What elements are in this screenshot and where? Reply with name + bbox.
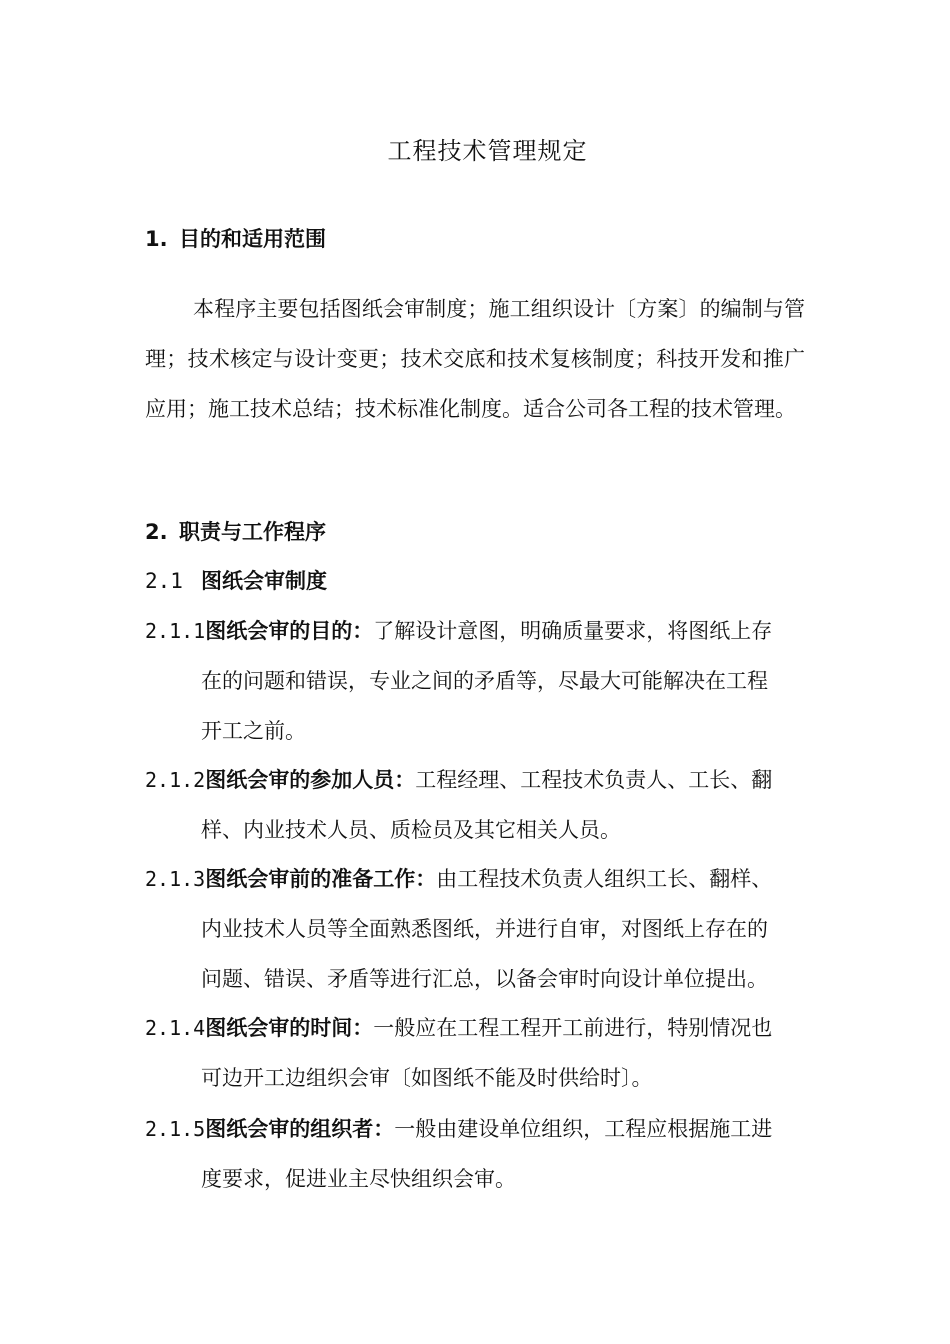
section-1-paragraph: 本程序主要包括图纸会审制度；施工组织设计〔方案〕的编制与管理；技术核定与设计变更；技术交底和技术复核制度；科技开发和推广应用；施工技术总结；技术标准化制度。适合公司各工程的技术管理。 — [145, 297, 805, 421]
item-label: 图纸会审的组织者： — [205, 1117, 395, 1141]
list-item-2-1-5 — [145, 1104, 810, 1204]
item-line — [145, 1003, 810, 1053]
item-text: 由工程技术负责人组织工长、翻样、 — [436, 867, 773, 891]
list-item-2-1-3 — [145, 854, 810, 1004]
item-text-continued: 问题、错误、矛盾等进行汇总，以备会审时向设计单位提出。 — [201, 967, 768, 991]
item-text-continued: 可边开工边组织会审〔如图纸不能及时供给时〕。 — [201, 1066, 653, 1090]
section-2-1-heading — [145, 566, 327, 596]
document-title: 工程技术管理规定 — [387, 137, 588, 165]
item-number: 2.1.3 — [145, 867, 206, 891]
item-text-continued: 度要求，促进业主尽快组织会审。 — [201, 1167, 516, 1191]
section-1-title: 目的和适用范围 — [179, 227, 326, 251]
item-line — [145, 854, 810, 904]
item-text-continued: 内业技术人员等全面熟悉图纸，并进行自审，对图纸上存在的 — [201, 917, 768, 941]
item-label: 图纸会审的参加人员： — [205, 768, 416, 792]
item-number: 2.1.1 — [145, 619, 206, 643]
item-number: 2.1.2 — [145, 768, 206, 792]
item-line — [145, 606, 810, 656]
item-text: 一般由建设单位组织，工程应根据施工进 — [394, 1117, 773, 1141]
item-text: 了解设计意图，明确质量要求，将图纸上存 — [373, 619, 773, 643]
item-line — [145, 755, 810, 805]
section-2-number: 2. — [145, 520, 168, 544]
section-2-1-number: 2.1 — [145, 569, 183, 593]
item-label: 图纸会审前的准备工作： — [205, 867, 437, 891]
item-text: 工程经理、工程技术负责人、工长、翻 — [415, 768, 773, 792]
item-text-continued: 在的问题和错误，专业之间的矛盾等，尽最大可能解决在工程 — [201, 669, 768, 693]
section-2-1-title: 图纸会审制度 — [201, 569, 327, 593]
section-2-heading — [145, 517, 326, 547]
section-1-number: 1. — [145, 227, 168, 251]
section-1-heading — [145, 224, 326, 254]
item-number: 2.1.4 — [145, 1016, 206, 1040]
item-number: 2.1.5 — [145, 1117, 206, 1141]
item-label: 图纸会审的时间： — [205, 1016, 374, 1040]
item-line — [145, 1104, 810, 1154]
list-item-2-1-2 — [145, 755, 810, 855]
list-item-2-1-1 — [145, 606, 810, 756]
section-2-title: 职责与工作程序 — [179, 520, 326, 544]
list-item-2-1-4 — [145, 1003, 810, 1103]
item-label: 图纸会审的目的： — [205, 619, 374, 643]
item-text-continued: 样、内业技术人员、质检员及其它相关人员。 — [201, 818, 621, 842]
item-text: 一般应在工程工程开工前进行，特别情况也 — [373, 1016, 773, 1040]
item-text-continued: 开工之前。 — [201, 719, 306, 743]
